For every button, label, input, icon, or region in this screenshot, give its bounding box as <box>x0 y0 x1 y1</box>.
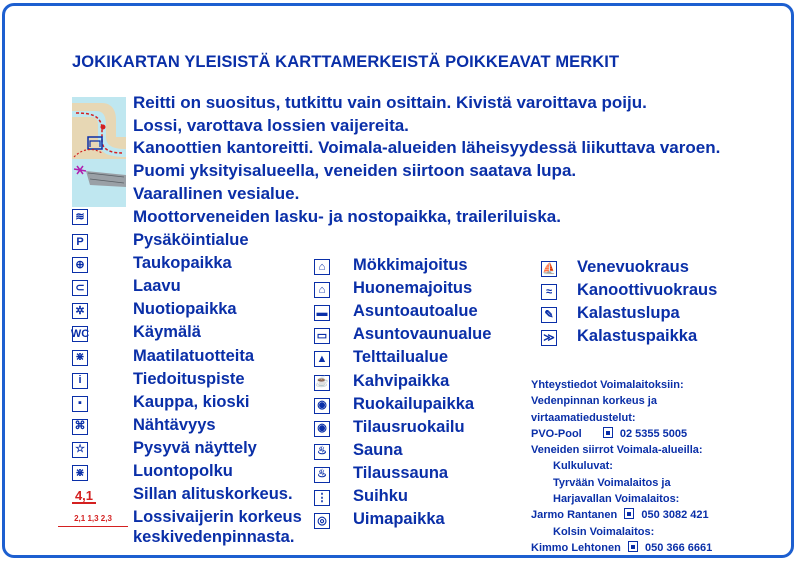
cottage-icon: ⌂ <box>314 259 330 275</box>
booking-sauna-icon: ♨ <box>314 467 330 483</box>
exhibition-icon: ☆ <box>72 442 88 458</box>
shop-icon: ▪ <box>72 396 88 412</box>
contact-name: Jarmo Rantanen <box>531 509 618 522</box>
contact-line: Kulkuluvat: <box>553 460 613 473</box>
legend-label: Huonemajoitus <box>353 279 473 298</box>
contact-phone: 050 366 6661 <box>644 541 713 554</box>
legend-label: Kauppa, kioski <box>133 392 250 411</box>
legend-label: Kahvipaikka <box>353 371 450 390</box>
canoe-rental-icon: ≈ <box>541 284 557 300</box>
contact-line: Vedenpinnan korkeus ja <box>531 395 657 408</box>
caravan-icon: ▭ <box>314 328 330 344</box>
fishing-spot-icon: ≫ <box>541 330 557 346</box>
phone-icon <box>603 427 613 438</box>
contact-line: Tyrvään Voimalaitos ja <box>553 476 671 489</box>
legend-label: Venevuokraus <box>577 258 689 276</box>
legend-label: Nähtävyys <box>133 415 216 434</box>
legend-label: Ruokailupaikka <box>353 394 475 413</box>
legend-label: Asuntoautoalue <box>353 302 478 321</box>
legend-label: Sillan alituskorkeus. <box>133 485 293 504</box>
legend-label: Luontopolku <box>133 462 233 480</box>
boat-rental-icon: ⛵ <box>541 261 557 277</box>
bridge-clearance-icon: 4,1 <box>72 488 96 504</box>
legend-label: Tilaussauna <box>353 463 449 482</box>
intro-line: Reitti on suositus, tutkittu vain osittain. Kivistä varoittava poiju. <box>133 93 647 112</box>
intro-lines <box>133 92 720 228</box>
room-accommodation-icon: ⌂ <box>314 282 330 298</box>
legend-label: Kalastuspaikka <box>577 327 698 346</box>
farm-products-icon: ⋇ <box>72 350 88 366</box>
contact-name: PVO-Pool <box>531 427 582 440</box>
contact-line: Veneiden siirrot Voimala-alueilla: <box>531 444 703 457</box>
legend-label: Kanoottivuokraus <box>577 281 718 300</box>
page-title: JOKIKARTAN YLEISISTÄ KARTTAMERKEISTÄ POIKKEAVAT MERKIT <box>72 53 620 71</box>
ferry-cable-height-icon: 2,1 1,3 2,3 <box>58 511 128 527</box>
sight-icon: ⌘ <box>72 419 88 435</box>
info-icon: i <box>72 373 88 389</box>
legend-label: Tilausruokailu <box>353 417 465 436</box>
contact-line: Kolsin Voimalaitos: <box>553 525 655 538</box>
legend-label: Mökkimajoitus <box>353 256 468 274</box>
cafe-icon: ☕ <box>314 375 330 391</box>
contact-heading: Yhteystiedot Voimalaitoksiin: <box>531 379 684 391</box>
restaurant-icon: ◉ <box>314 398 330 414</box>
shower-icon: ⋮ <box>314 490 330 506</box>
nature-trail-icon: ⋇ <box>72 465 88 481</box>
intro-line: Kanoottien kantoreitti. Voimala-alueiden läheisyydessä liikuttava varoen. <box>133 138 721 158</box>
legend-label: Tiedoituspiste <box>133 369 245 388</box>
contact-line: Harjavallan Voimalaitos: <box>553 493 680 506</box>
campfire-icon: ✲ <box>72 303 88 319</box>
legend-label: Uimapaikka <box>353 510 445 529</box>
sauna-icon: ♨ <box>314 444 330 460</box>
boat-launch-icon: ≋ <box>72 209 88 225</box>
contact-person <box>531 540 712 556</box>
contact-line: virtaamatiedustelut: <box>531 411 636 424</box>
legend-label: Käymälä <box>133 323 201 342</box>
intro-line: Moottorveneiden lasku- ja nostopaikka, traileriluiska. <box>133 206 561 226</box>
contact-phone: 050 3082 421 <box>641 509 709 522</box>
legend-label: Pysäköintialue <box>133 231 249 249</box>
legend-label: Asuntovaunualue <box>353 325 492 344</box>
lean-to-icon: ⊂ <box>72 280 88 296</box>
swimming-icon: ◎ <box>314 513 330 529</box>
legend-label: Laavu <box>133 277 181 296</box>
contact-phone: 02 5355 5005 <box>619 427 688 440</box>
intro-line: Lossi, varottava lossien vaijereita. <box>133 115 409 135</box>
legend-label: Telttailualue <box>353 348 449 367</box>
toilet-icon: WC <box>72 326 88 342</box>
motorhome-icon: ▬ <box>314 305 330 321</box>
intro-line: Puomi yksityisalueella, veneiden siirtoon saatava lupa. <box>133 161 577 181</box>
contact-name: Kimmo Lehtonen <box>531 541 621 554</box>
fishing-permit-icon: ✎ <box>541 307 557 323</box>
contact-info <box>531 377 712 556</box>
phone-icon <box>628 541 638 552</box>
legend-map-thumbnail <box>72 97 126 207</box>
contact-pvo <box>531 426 712 442</box>
column1-extra-label: keskivedenpinnasta. <box>133 528 295 546</box>
legend-label: Sauna <box>353 440 403 459</box>
parking-icon: P <box>72 234 88 250</box>
legend-label: Suihku <box>353 487 409 505</box>
intro-line: Vaarallinen vesialue. <box>133 183 300 203</box>
legend-label: Pysyvä näyttely <box>133 438 257 457</box>
catering-icon: ◉ <box>314 421 330 437</box>
contact-person <box>531 507 712 523</box>
tent-icon: ▲ <box>314 351 330 367</box>
legend-label: Lossivaijerin korkeus <box>133 508 302 527</box>
legend-label: Maatilatuotteita <box>133 346 255 365</box>
legend-label: Nuotiopaikka <box>133 300 237 319</box>
legend-label: Taukopaikka <box>133 254 232 273</box>
rest-area-icon: ⊕ <box>72 257 88 273</box>
phone-icon <box>624 508 634 519</box>
legend-label: Kalastuslupa <box>577 304 680 323</box>
